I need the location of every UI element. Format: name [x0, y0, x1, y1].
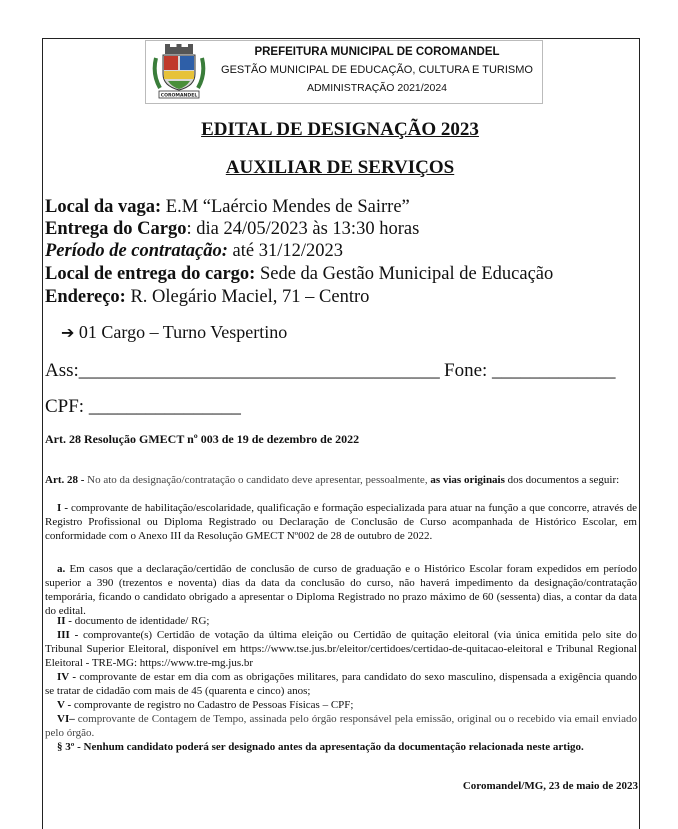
header-municipality: PREFEITURA MUNICIPAL DE COROMANDEL: [254, 46, 500, 58]
arrow-right-icon: ➔: [61, 323, 75, 342]
item-label: II -: [57, 615, 72, 627]
item-iv: [45, 670, 637, 698]
article-intro-text: No ato da designação/contratação o candidato deve apresentar, pessoalmente,: [84, 474, 431, 486]
article-heading: Art. 28 Resolução GMECT nº 003 de 19 de dezembro de 2022: [45, 432, 360, 446]
info-value: : dia 24/05/2023 às 13:30 horas: [186, 219, 420, 239]
item-text: comprovante de registro no Cadastro de Pessoas Físicas – CPF;: [71, 699, 354, 711]
article-intro-text-2: dos documentos a seguir:: [504, 474, 620, 486]
signature-field: Ass:______________________________________: [45, 360, 440, 381]
item-ii: [45, 614, 637, 628]
cargo-text: 01 Cargo – Turno Vespertino: [78, 322, 288, 342]
item-text: documento de identidade/ RG;: [71, 615, 210, 627]
item-i: [45, 501, 637, 543]
item-text: comprovante(s) Certidão de votação da última eleição ou Certidão de quitação eleitoral (via única emitida pelo site do Tribunal Superior Eleitoral, disponível em https://www.tse.jus.br/eleitor/certidoes/certidao-de-quitacao-eleitoral e Tribunal Regional Eleitoral - TRE-MG: https://www.tre-mg.jus.br: [45, 629, 637, 669]
info-label: Local de entrega do cargo:: [45, 264, 256, 284]
item-label: V -: [57, 699, 72, 711]
item-a: [45, 562, 637, 618]
item-v: [45, 698, 637, 712]
document-title: EDITAL DE DESIGNAÇÃO 2023: [201, 119, 479, 140]
municipal-crest-logo: [150, 44, 208, 100]
header-department: GESTÃO MUNICIPAL DE EDUCAÇÃO, CULTURA E TURISMO: [221, 64, 533, 76]
info-label: Local da vaga:: [45, 197, 162, 217]
paragraph-3: § 3º - Nenhum candidato poderá ser designado antes da apresentação da documentação relacionada neste artigo.: [57, 741, 584, 753]
item-label: a.: [57, 563, 66, 575]
info-local-entrega: [45, 263, 635, 286]
info-entrega-cargo: [45, 218, 635, 241]
info-value: Sede da Gestão Municipal de Educação: [255, 264, 554, 284]
item-label: IV -: [57, 671, 77, 683]
info-local-vaga: [45, 196, 635, 219]
info-label: Período de contratação:: [45, 241, 228, 261]
info-label: Endereço:: [45, 287, 126, 307]
article-intro: [45, 473, 637, 487]
item-text: Em casos que a declaração/certidão de conclusão de curso de graduação e o Histórico Escolar foram expedidos em período superior a 390 (trezentos e noventa) dias da data da conclusão do curso, não haverá impedimento da designação/contratação temporária, ficando o candidato obrigado a apresentar o Diploma Registrado no prazo máximo de 60 (sessenta) dias, a contar da data do edital.: [45, 563, 637, 617]
item-iii: [45, 628, 637, 670]
header-administration: ADMINISTRAÇÃO 2021/2024: [306, 82, 448, 94]
article-emphasis: as vias originais: [430, 474, 505, 486]
phone-field: Fone: _____________: [444, 360, 616, 381]
item-label: I -: [57, 502, 68, 514]
item-vi: [45, 712, 637, 740]
crest-banner-text: COROMANDEL: [160, 93, 198, 99]
info-endereco: [45, 286, 635, 309]
item-label: VI–: [57, 713, 75, 725]
item-text: comprovante de Contagem de Tempo, assinada pelo órgão responsável pela emissão, original ou o recebido via email enviado pelo órgão.: [45, 713, 637, 739]
cargo-line: [61, 322, 287, 343]
info-periodo: [45, 240, 635, 263]
article-number: Art. 28 -: [45, 474, 85, 486]
info-label: Entrega do Cargo: [45, 219, 187, 239]
document-date: Coromandel/MG, 23 de maio de 2023: [462, 780, 638, 792]
item-text: comprovante de estar em dia com as obrigações militares, para candidato do sexo masculino, dispensada a exigência quando se tratar de cidadão com mais de 45 (quarenta e cinco) anos;: [45, 671, 637, 697]
item-label: III -: [57, 629, 79, 641]
info-value: até 31/12/2023: [227, 241, 344, 261]
cpf-field: CPF: ________________: [45, 396, 241, 417]
item-text: comprovante de habilitação/escolaridade, qualificação e formação especializada para atuar na função a que concorre, através de Registro Profissional ou Diploma Registrado ou Declaração de Conclusão de Curso acompanhada de Histórico Escolar, em conformidade com o Anexo III da Resolução GMECT Nº002 de 28 de outubro de 2022.: [45, 502, 637, 542]
document-subtitle: AUXILIAR DE SERVIÇOS: [225, 157, 455, 178]
info-value: E.M “Laércio Mendes de Sairre”: [161, 197, 410, 217]
info-value: R. Olegário Maciel, 71 – Centro: [125, 287, 370, 307]
